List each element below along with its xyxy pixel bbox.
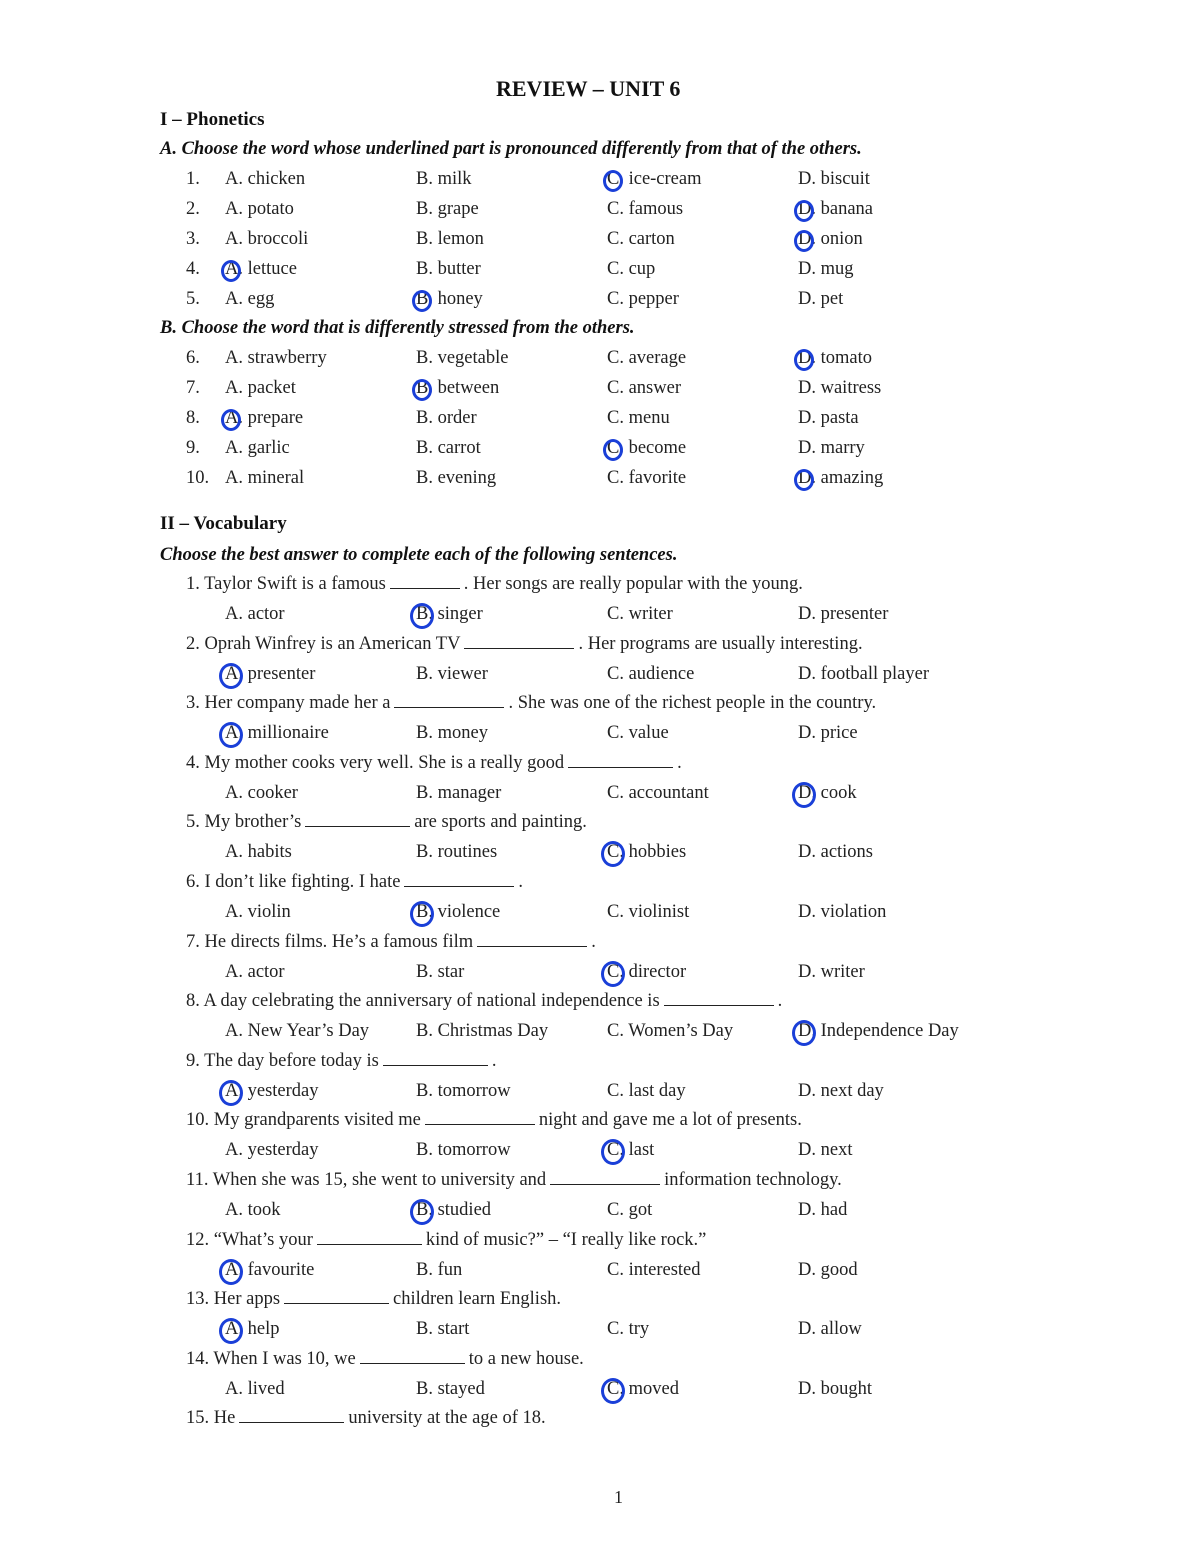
instruction-part-a: A. Choose the word whose underlined part is pronounced differently from that of the others. [160, 139, 862, 159]
answer-mark [221, 409, 241, 431]
question-stem [186, 1349, 584, 1370]
question-number: 7. [186, 378, 200, 398]
question-text: 8. A day celebrating the anniversary of national independence is [186, 991, 660, 1012]
option-c[interactable]: C. audience [607, 663, 695, 684]
option-d[interactable]: D. pasta [798, 408, 859, 428]
option-d[interactable]: D. had [798, 1200, 848, 1220]
option-b[interactable]: B. vegetable [416, 348, 509, 368]
answer-mark [410, 603, 434, 629]
question-text-end: . Her songs are really popular with the young. [463, 574, 803, 594]
option-b[interactable]: B. star [416, 961, 465, 982]
option-d[interactable]: D. biscuit [798, 169, 870, 189]
question-text-end: . [591, 931, 596, 952]
option-b[interactable]: B. money [416, 723, 488, 744]
option-b[interactable]: B. milk [416, 169, 472, 189]
option-c[interactable]: C. cup [607, 259, 656, 279]
option-c[interactable]: C. average [607, 348, 687, 368]
option-d[interactable]: D. pet [798, 289, 844, 309]
option-b[interactable]: B. butter [416, 259, 481, 279]
option-b[interactable]: B. singer [416, 604, 483, 624]
question-stem [186, 1289, 561, 1310]
option-b[interactable]: B. carrot [416, 438, 481, 458]
option-d[interactable]: D. marry [798, 438, 865, 458]
option-a[interactable]: A. packet [225, 378, 296, 398]
option-c[interactable]: C. answer [607, 378, 681, 398]
answer-mark [601, 1139, 625, 1165]
option-d[interactable]: D. good [798, 1259, 858, 1280]
option-c[interactable]: C. try [607, 1319, 650, 1340]
option-c[interactable]: C. hobbies [607, 842, 687, 863]
option-b[interactable]: B. evening [416, 468, 497, 488]
option-d[interactable]: D. next day [798, 1080, 884, 1101]
answer-blank[interactable] [305, 812, 410, 827]
instruction-vocabulary: Choose the best answer to complete each of the following sentences. [160, 545, 678, 565]
option-d[interactable]: D. price [798, 723, 858, 744]
question-text: 3. Her company made her a [186, 693, 391, 714]
option-a[interactable]: A. garlic [225, 438, 290, 458]
option-b[interactable]: B. stayed [416, 1378, 485, 1399]
answer-mark [792, 1020, 816, 1046]
answer-blank[interactable] [284, 1289, 389, 1304]
question-stem [186, 812, 587, 833]
option-a[interactable]: A. potato [225, 199, 294, 219]
question-text-end: . She was one of the richest people in the country. [508, 693, 877, 714]
question-stem [186, 1170, 842, 1191]
option-a[interactable]: A. strawberry [225, 348, 327, 368]
option-b[interactable]: B. fun [416, 1259, 463, 1280]
question-number: 3. [186, 229, 200, 249]
question-stem [186, 991, 782, 1012]
option-d[interactable]: D. actions [798, 842, 874, 863]
answer-mark [219, 663, 243, 689]
answer-blank[interactable] [568, 753, 673, 768]
answer-blank[interactable] [383, 1051, 488, 1066]
question-text: 2. Oprah Winfrey is an American TV [186, 633, 461, 654]
option-d[interactable]: D. Independence Day [798, 1021, 959, 1042]
answer-mark [221, 260, 241, 282]
question-stem [186, 1110, 802, 1131]
answer-blank[interactable] [550, 1170, 660, 1185]
option-a[interactable]: A. lived [225, 1378, 285, 1399]
answer-blank[interactable] [239, 1408, 344, 1423]
option-a[interactable]: A. cooker [225, 782, 298, 803]
page-title: REVIEW – UNIT 6 [496, 76, 681, 101]
option-c[interactable]: C. writer [607, 604, 673, 624]
option-b[interactable]: B. start [416, 1319, 470, 1340]
answer-mark [794, 349, 814, 371]
answer-blank[interactable] [664, 991, 774, 1006]
section-heading-vocabulary: II – Vocabulary [160, 513, 287, 534]
option-a[interactable]: A. presenter [225, 663, 316, 684]
option-b[interactable]: B. manager [416, 782, 502, 803]
option-c[interactable]: C. menu [607, 408, 670, 428]
option-a[interactable]: A. help [225, 1319, 280, 1340]
question-number: 10. [186, 468, 210, 488]
answer-mark [412, 379, 432, 401]
option-a[interactable]: A. egg [225, 289, 275, 309]
answer-mark [219, 722, 243, 748]
answer-mark [412, 290, 432, 312]
question-number: 5. [186, 289, 200, 309]
option-a[interactable]: A. prepare [225, 408, 304, 428]
question-text-end: to a new house. [468, 1348, 584, 1369]
option-b[interactable]: B. viewer [416, 663, 488, 684]
option-d[interactable]: D. amazing [798, 468, 884, 488]
question-text-end: . [491, 1050, 497, 1071]
question-stem [186, 753, 682, 774]
question-text: 7. He directs films. He’s a famous film [186, 931, 474, 952]
option-d[interactable]: D. violation [798, 902, 887, 922]
option-c[interactable]: C. director [607, 961, 687, 982]
answer-blank[interactable] [404, 872, 514, 887]
option-b[interactable]: B. Christmas Day [416, 1021, 549, 1042]
option-a[interactable]: A. habits [225, 842, 292, 863]
option-a[interactable]: A. mineral [225, 468, 305, 488]
option-d[interactable]: D. football player [798, 663, 929, 684]
answer-mark [219, 1080, 243, 1106]
option-a[interactable]: A. yesterday [225, 1080, 319, 1101]
option-b[interactable]: B. grape [416, 199, 479, 219]
question-number: 1. [186, 169, 200, 189]
option-d[interactable]: D. next [798, 1140, 853, 1161]
question-text: 10. My grandparents visited me [186, 1110, 421, 1131]
question-text-end: are sports and painting. [414, 812, 587, 833]
option-c[interactable]: C. got [607, 1200, 653, 1220]
question-stem [186, 872, 523, 893]
question-text-end: . [677, 752, 682, 773]
option-b[interactable]: B. violence [416, 902, 501, 922]
option-d[interactable]: D. tomato [798, 348, 872, 368]
section-heading-phonetics: I – Phonetics [160, 109, 265, 130]
question-stem [186, 1230, 706, 1251]
question-stem [186, 1051, 496, 1072]
option-c[interactable]: C. favorite [607, 468, 687, 488]
answer-mark [601, 1378, 625, 1404]
option-a[interactable]: A. chicken [225, 169, 306, 189]
question-stem [186, 574, 803, 595]
option-a[interactable]: A. millionaire [225, 723, 329, 744]
option-d[interactable]: D. writer [798, 961, 865, 982]
option-a[interactable]: A. violin [225, 902, 291, 922]
question-stem [186, 693, 876, 714]
option-d[interactable]: D. allow [798, 1319, 862, 1340]
question-text: 13. Her apps [186, 1289, 281, 1310]
answer-mark [794, 469, 814, 491]
question-text: 1. Taylor Swift is a famous [186, 574, 386, 594]
question-text-end: children learn English. [393, 1289, 562, 1310]
option-c[interactable]: C. accountant [607, 782, 709, 803]
question-number: 8. [186, 408, 200, 428]
option-a[interactable]: A. yesterday [225, 1140, 319, 1161]
answer-blank[interactable] [360, 1349, 465, 1364]
option-c[interactable]: C. last day [607, 1080, 686, 1101]
option-c[interactable]: C. become [607, 438, 687, 458]
option-c[interactable]: C. carton [607, 229, 675, 249]
option-b[interactable]: B. order [416, 408, 477, 428]
answer-blank[interactable] [317, 1230, 422, 1245]
question-text-end: university at the age of 18. [348, 1408, 546, 1429]
answer-mark [219, 1318, 243, 1344]
question-text: 9. The day before today is [186, 1050, 379, 1071]
option-b[interactable]: B. honey [416, 289, 483, 309]
answer-mark [410, 1199, 434, 1225]
question-text-end: . [777, 991, 783, 1012]
answer-mark [603, 170, 623, 192]
question-stem [186, 932, 596, 953]
option-a[interactable]: A. favourite [225, 1259, 315, 1280]
option-b[interactable]: B. tomorrow [416, 1140, 511, 1161]
option-d[interactable]: D. mug [798, 259, 854, 279]
answer-mark [219, 1259, 243, 1285]
answer-blank[interactable] [477, 932, 587, 947]
option-d[interactable]: D. cook [798, 782, 857, 803]
question-text: 11. When she was 15, she went to university and [186, 1170, 547, 1190]
answer-blank[interactable] [390, 574, 460, 589]
question-text: 4. My mother cooks very well. She is a really good [186, 752, 565, 773]
question-text-end: . Her programs are usually interesting. [578, 633, 863, 654]
question-number: 4. [186, 259, 200, 279]
option-c[interactable]: C. interested [607, 1259, 701, 1280]
option-a[interactable]: A. lettuce [225, 259, 297, 279]
option-c[interactable]: C. violinist [607, 902, 690, 922]
option-c[interactable]: C. ice-cream [607, 169, 702, 189]
option-c[interactable]: C. value [607, 723, 669, 744]
question-number: 9. [186, 438, 200, 458]
question-text-end: information technology. [664, 1170, 842, 1190]
option-c[interactable]: C. pepper [607, 289, 679, 309]
option-d[interactable]: D. presenter [798, 604, 889, 624]
question-text-end: night and gave me a lot of presents. [538, 1110, 802, 1131]
answer-mark [410, 901, 434, 927]
option-c[interactable]: C. last [607, 1140, 655, 1161]
option-b[interactable]: B. lemon [416, 229, 484, 249]
answer-mark [792, 782, 816, 808]
option-b[interactable]: B. routines [416, 842, 498, 863]
option-a[interactable]: A. New Year’s Day [225, 1021, 370, 1042]
answer-blank[interactable] [425, 1110, 535, 1125]
question-number: 6. [186, 348, 200, 368]
option-d[interactable]: D. banana [798, 199, 873, 219]
option-b[interactable]: B. between [416, 378, 500, 398]
option-d[interactable]: D. onion [798, 229, 863, 249]
option-a[interactable]: A. broccoli [225, 229, 309, 249]
question-text-end: . [518, 872, 524, 892]
question-stem [186, 1408, 546, 1429]
question-text: 14. When I was 10, we [186, 1348, 356, 1369]
option-a[interactable]: A. took [225, 1200, 281, 1220]
answer-blank[interactable] [394, 693, 504, 708]
question-text: 15. He [186, 1408, 236, 1429]
answer-mark [601, 961, 625, 987]
answer-blank[interactable] [464, 634, 574, 649]
page-number: 1 [614, 1487, 623, 1507]
question-stem [186, 634, 863, 655]
question-text: 6. I don’t like fighting. I hate [186, 872, 401, 892]
option-c[interactable]: C. Women’s Day [607, 1021, 734, 1042]
option-b[interactable]: B. tomorrow [416, 1080, 511, 1101]
option-d[interactable]: D. waitress [798, 378, 882, 398]
option-b[interactable]: B. studied [416, 1200, 492, 1220]
option-c[interactable]: C. moved [607, 1378, 679, 1399]
option-c[interactable]: C. famous [607, 199, 684, 219]
answer-mark [794, 230, 814, 252]
option-a[interactable]: A. actor [225, 604, 285, 624]
instruction-part-b: B. Choose the word that is differently stressed from the others. [160, 318, 635, 338]
option-d[interactable]: D. bought [798, 1378, 872, 1399]
question-text: 5. My brother’s [186, 812, 302, 833]
answer-mark [601, 841, 625, 867]
answer-mark [603, 439, 623, 461]
answer-mark [794, 200, 814, 222]
question-text: 12. “What’s your [186, 1229, 313, 1250]
question-number: 2. [186, 199, 200, 219]
question-text-end: kind of music?” – “I really like rock.” [425, 1229, 707, 1250]
option-a[interactable]: A. actor [225, 961, 285, 982]
